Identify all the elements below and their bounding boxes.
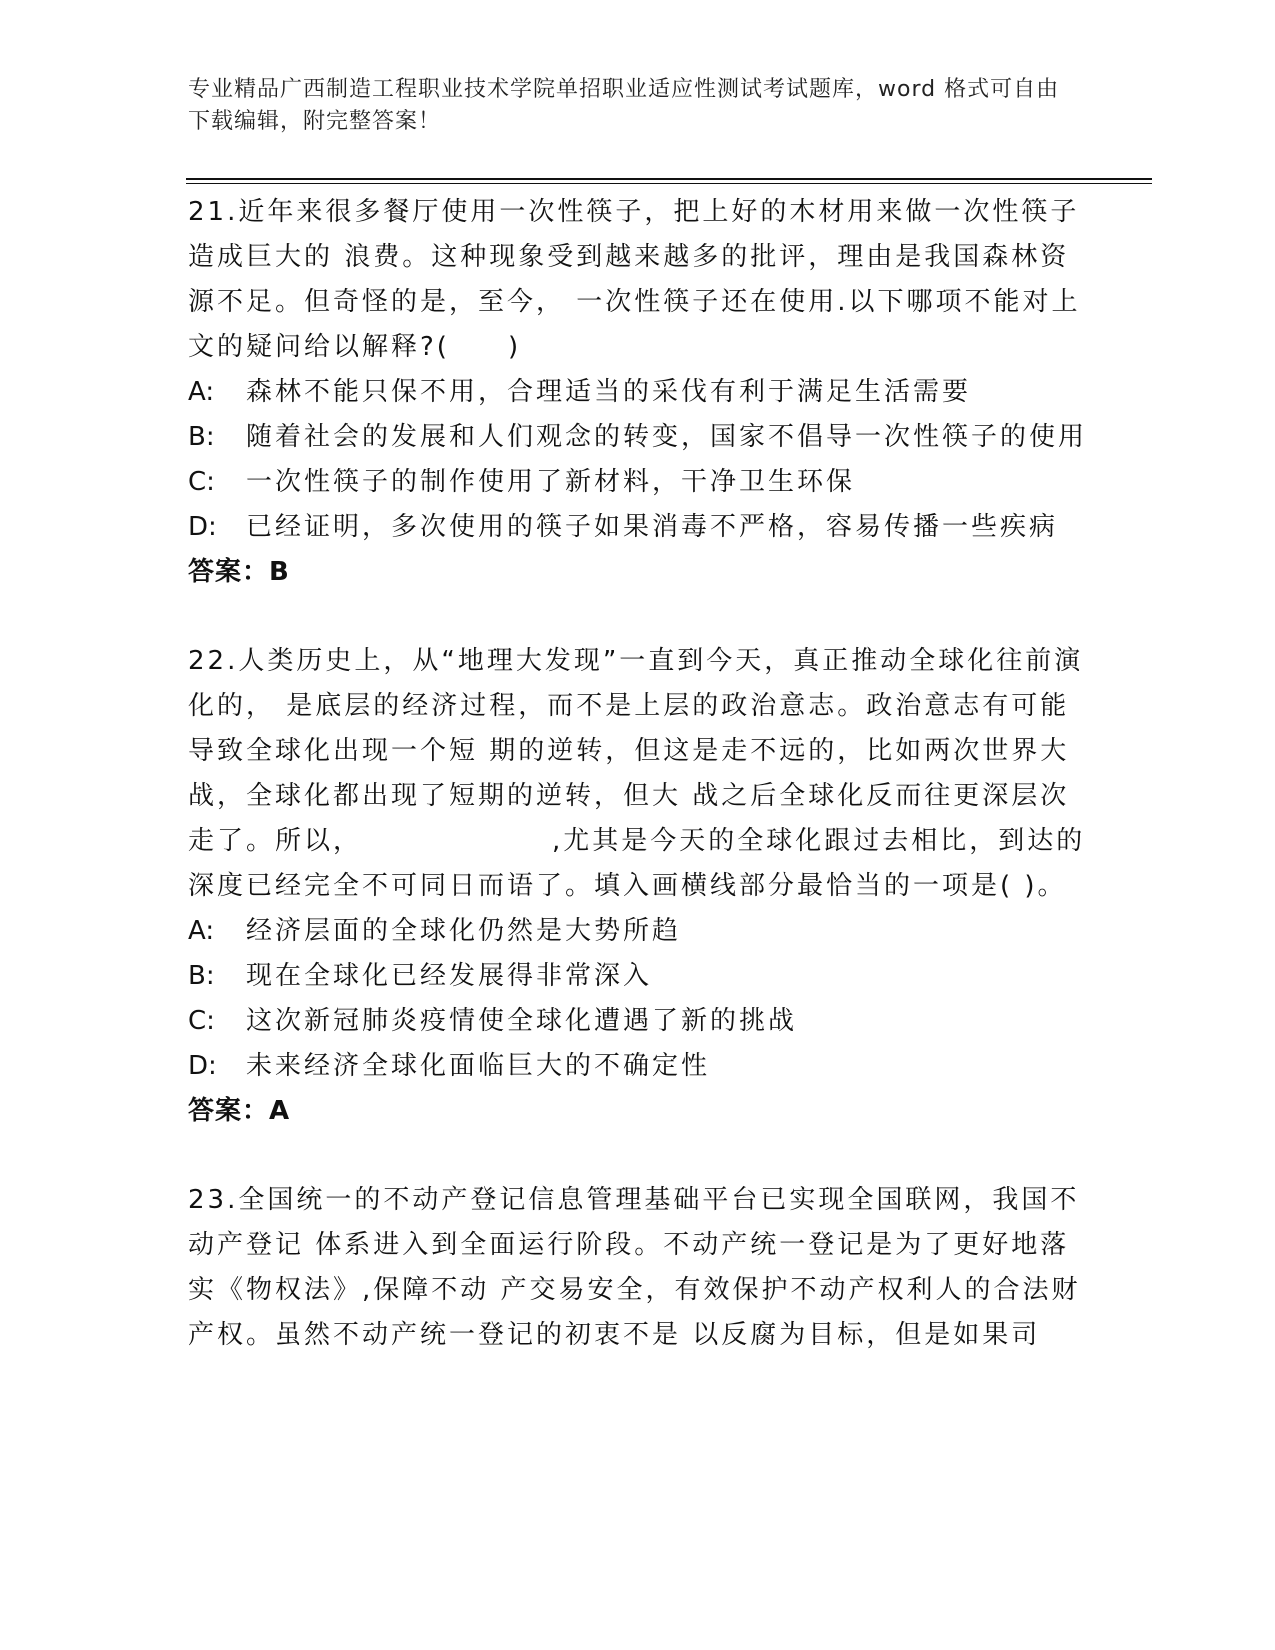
- option-text: 经济层面的全球化仍然是大势所趋: [246, 916, 682, 946]
- option-letter: B:: [188, 422, 215, 452]
- answer-value: A: [269, 1096, 291, 1126]
- option-text: 未来经济全球化面临巨大的不确定性: [246, 1051, 711, 1081]
- option-letter: B:: [188, 961, 215, 991]
- option-letter: C:: [188, 1006, 215, 1036]
- question-list: [188, 190, 1088, 1358]
- header-rule-thick: [186, 178, 1152, 180]
- option-d: [188, 1044, 1088, 1089]
- question-21: [188, 190, 1088, 595]
- answer-label: 答案：: [188, 557, 270, 587]
- question-spacer: [188, 595, 1088, 639]
- answer-label: 答案：: [188, 1096, 270, 1126]
- option-b: [188, 415, 1088, 460]
- option-c: [188, 999, 1088, 1044]
- option-letter: A:: [188, 377, 215, 407]
- question-stem: 22.人类历史上，从“地理大发现”一直到今天，真正推动全球化往前演化的， 是底层的经济过程，而不是上层的政治意志。政治意志有可能导致全球化出现一个短 期的逆转，但这是走不远的，比如两次世界大战，全球化都出现了短期的逆转，但大 战之后全球化反而往更深层次走了。所以， ,尤其是今天的全球化跟过去相比，到达的深度已经完全不可同日而语了。填入画横线部分最恰当的一项是( )。: [188, 646, 1086, 901]
- option-letter: C:: [188, 467, 215, 497]
- document-header: 专业精品广西制造工程职业技术学院单招职业适应性测试考试题库，word 格式可自由下载编辑，附完整答案！: [188, 77, 1060, 134]
- option-text: 已经证明，多次使用的筷子如果消毒不严格，容易传播一些疾病: [246, 512, 1059, 542]
- option-letter: D:: [188, 1051, 217, 1081]
- answer-line: [188, 550, 1088, 595]
- question-stem: 21.近年来很多餐厅使用一次性筷子，把上好的木材用来做一次性筷子造成巨大的 浪费。这种现象受到越来越多的批评，理由是我国森林资源不足。但奇怪的是，至今， 一次性筷子还在使用.以下哪项不能对上文的疑问给以解释?( ): [188, 197, 1081, 362]
- answer-line: [188, 1089, 1088, 1134]
- option-text: 一次性筷子的制作使用了新材料，干净卫生环保: [246, 467, 856, 497]
- question-23: [188, 1178, 1088, 1358]
- option-c: [188, 460, 1088, 505]
- option-text: 随着社会的发展和人们观念的转变，国家不倡导一次性筷子的使用: [246, 422, 1088, 452]
- option-b: [188, 954, 1088, 999]
- option-text: 这次新冠肺炎疫情使全球化遭遇了新的挑战: [246, 1006, 798, 1036]
- option-a: [188, 370, 1088, 415]
- question-stem: 23.全国统一的不动产登记信息管理基础平台已实现全国联网，我国不动产登记 体系进入到全面运行阶段。不动产统一登记是为了更好地落实《物权法》,保障不动 产交易安全，有效保护不动产权利人的合法财产权。虽然不动产统一登记的初衷不是 以反腐为目标，但是如果司: [188, 1185, 1081, 1350]
- option-letter: D:: [188, 512, 217, 542]
- option-text: 森林不能只保不用，合理适当的采伐有利于满足生活需要: [246, 377, 972, 407]
- option-text: 现在全球化已经发展得非常深入: [246, 961, 653, 991]
- option-d: [188, 505, 1088, 550]
- option-a: [188, 909, 1088, 954]
- question-22: [188, 639, 1088, 1134]
- option-letter: A:: [188, 916, 215, 946]
- header-rule-thin: [186, 183, 1152, 184]
- answer-value: B: [269, 557, 290, 587]
- question-spacer: [188, 1134, 1088, 1178]
